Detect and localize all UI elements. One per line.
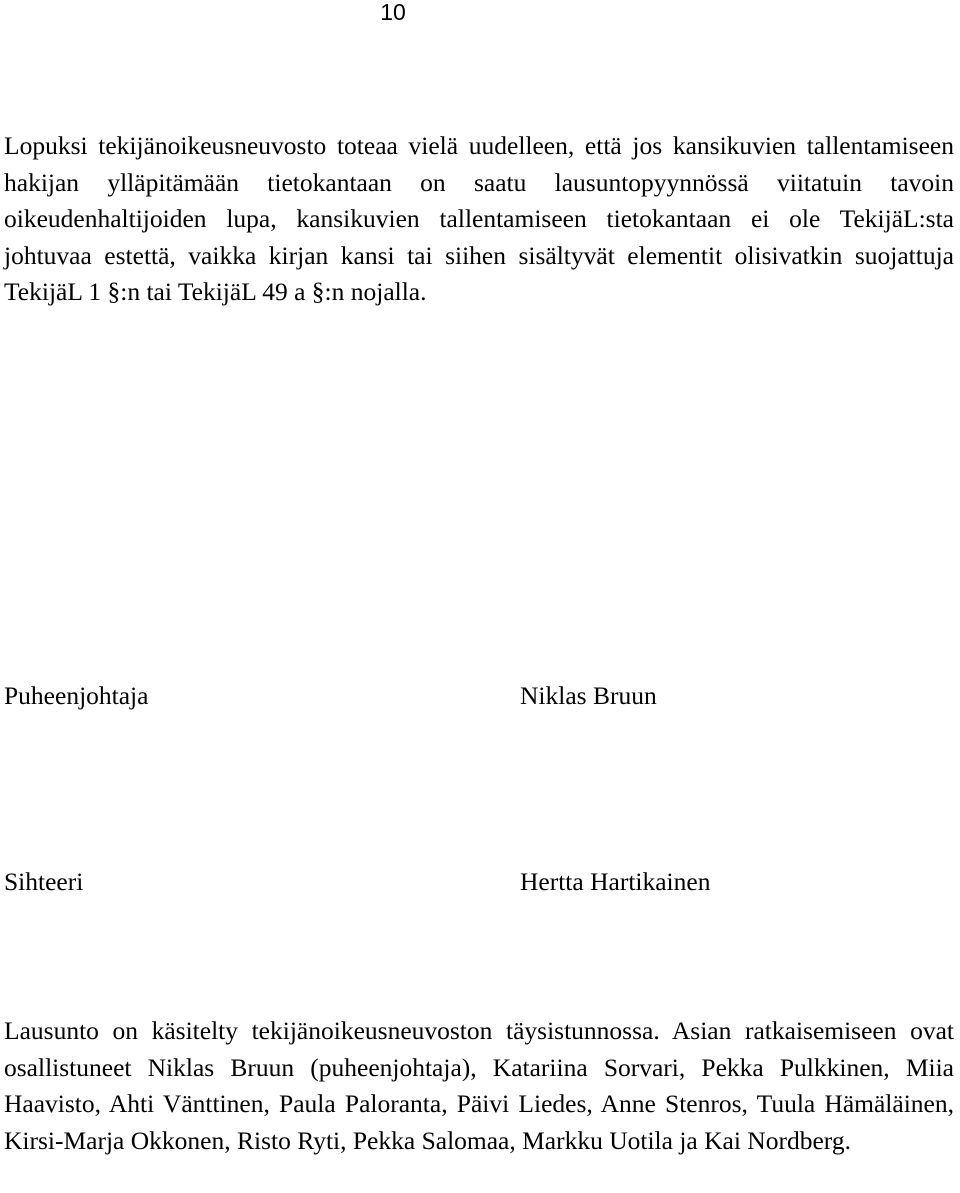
- statement-paragraph: Lopuksi tekijänoikeusneuvosto toteaa vielä uudelleen, että jos kansikuvien tallentamiseen hakijan ylläpitämään tietokantaan on saatu lausuntopyynnössä viitatuin tavoin oikeudenhaltijoiden lupa, kansikuvien tallentamiseen tietokantaan ei ole TekijäL:sta johtuvaa estettä, vaikka kirjan kansi tai siihen sisältyvät elementit olisivatkin suojattuja TekijäL 1 §:n tai TekijäL 49 a §:n nojalla.: [4, 131, 954, 306]
- chair-role-label: Puheenjohtaja: [4, 681, 149, 710]
- participants-paragraph: Lausunto on käsitelty tekijänoikeusneuvoston täysistunnossa. Asian ratkaisemiseen ovat osallistuneet Niklas Bruun (puheenjohtaja), Katariina Sorvari, Pekka Pulkkinen, Miia Haavisto, Ahti Vänttinen, Paula Paloranta, Päivi Liedes, Anne Stenros, Tuula Hämäläinen, Kirsi-Marja Okkonen, Risto Ryti, Pekka Salomaa, Markku Uotila ja Kai Nordberg.: [4, 1016, 954, 1155]
- secretary-role-label: Sihteeri: [4, 867, 84, 896]
- secretary-name: Hertta Hartikainen: [520, 867, 711, 896]
- page-number: 10: [380, 0, 406, 25]
- chair-name: Niklas Bruun: [520, 681, 657, 710]
